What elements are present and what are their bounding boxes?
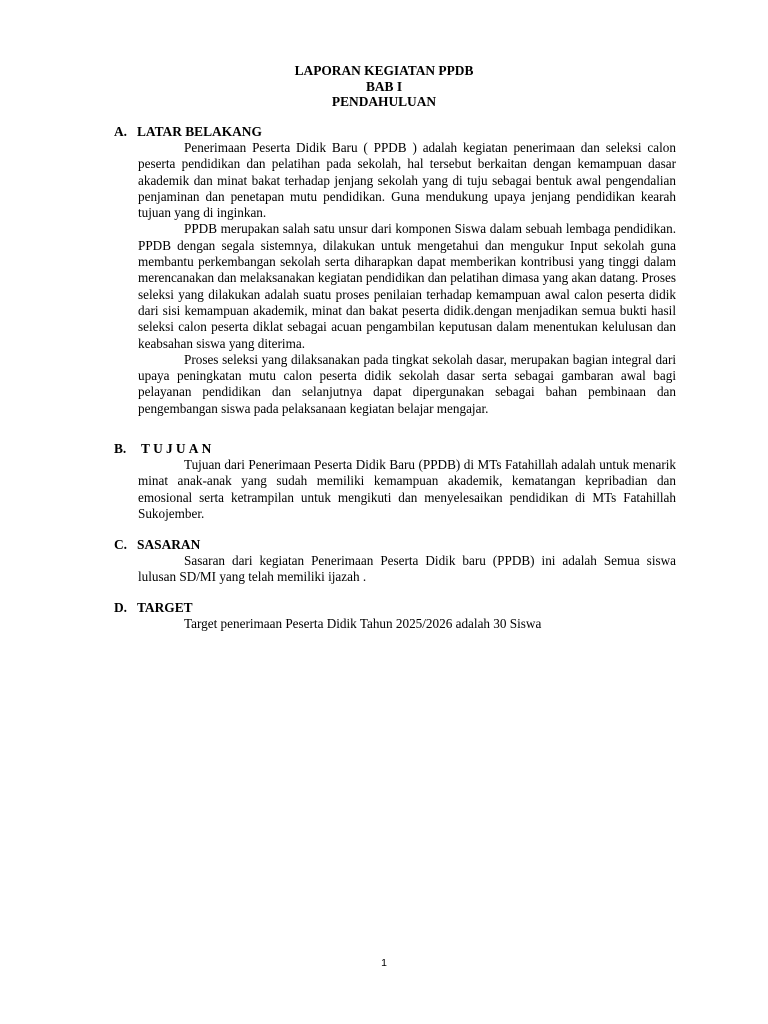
chapter-number: BAB I bbox=[365, 78, 403, 94]
section-sasaran bbox=[114, 537, 676, 586]
paragraph: Sasaran dari kegiatan Penerimaan Peserta Didik baru (PPDB) ini adalah Semua siswa lulusan SD/MI yang telah memiliki ijazah . bbox=[138, 553, 676, 585]
section-latar-belakang bbox=[114, 124, 676, 417]
paragraph: Tujuan dari Penerimaan Peserta Didik Baru (PPDB) di MTs Fatahillah adalah untuk menarik minat anak-anak yang sudah memiliki kemampuan akademik, kematangan kepribadian dan emosional serta ketrampilan untuk mengikuti dan menyelesaikan pendidikan di MTs Fatahillah Sukojember. bbox=[138, 457, 676, 521]
section-title: LATAR BELAKANG bbox=[137, 124, 262, 139]
section-letter: A. bbox=[114, 124, 128, 139]
paragraph: Penerimaan Peserta Didik Baru ( PPDB ) adalah kegiatan penerimaan dan seleksi calon peserta pendidikan dan pelatihan pada sekolah, hal tersebut berkaitan dengan kemampuan dasar akademik dan minat bakat terhadap jenjang sekolah yang di tuju sebagai bentuk awal pengendalian penjaminan dan penetapan mutu pendidikan. Guna mendukung upaya jenjang pendidikan kearah tujuan yang di inginkan. bbox=[138, 140, 676, 221]
document-title bbox=[0, 63, 768, 110]
section-letter: C. bbox=[114, 537, 128, 552]
paragraph: Proses seleksi yang dilaksanakan pada tingkat sekolah dasar, merupakan bagian integral dari upaya peningkatan mutu calon peserta didik sekolah dasar serta sebagai gambaran awal bagi pelayanan pendidikan dan selanjutnya dapat dipergunakan sebagai bahan pembinaan dan pengembangan siswa pada pelaksanaan kegiatan belajar mengajar. bbox=[138, 351, 676, 416]
section-heading bbox=[114, 124, 676, 140]
paragraph: Target penerimaan Peserta Didik Tahun 2025/2026 adalah 30 Siswa bbox=[184, 616, 542, 631]
section-letter: B. bbox=[114, 441, 127, 456]
section-letter: D. bbox=[114, 600, 128, 615]
paragraph: PPDB merupakan salah satu unsur dari komponen Siswa dalam sebuah lembaga pendidikan. PPDB dengan segala sistemnya, dilakukan untuk mengetahui dan mengukur Input sekolah guna membantu perkembangan sekolah serta diharapkan dapat memberikan kontribusi yang tinggi dalam merencanakan dan melaksanakan kegiatan pendidikan dan pelatihan dimasa yang akan datang. Proses seleksi yang dilakukan adalah suatu proses penilaian terhadap kemampuan awal calon peserta didik dari sisi kemampuan akademik, minat dan bakat peserta didik.dengan menjadikan semua bukti hasil seleksi calon peserta diklat sebagai acuan pengambilan keputusan dalam menentukan kelulusan dan keabsahan siswa yang diterima. bbox=[138, 221, 676, 351]
section-target bbox=[114, 600, 676, 632]
chapter-title: PENDAHULUAN bbox=[331, 94, 437, 109]
section-title: TARGET bbox=[137, 600, 193, 615]
section-title: TUJUAN bbox=[141, 441, 215, 456]
section-heading bbox=[114, 441, 676, 457]
section-heading bbox=[114, 537, 676, 553]
section-tujuan bbox=[114, 441, 676, 522]
section-title: SASARAN bbox=[137, 537, 201, 552]
report-title: LAPORAN KEGIATAN PPDB bbox=[294, 63, 474, 78]
section-heading bbox=[114, 600, 676, 616]
page-number: 1 bbox=[381, 957, 387, 969]
